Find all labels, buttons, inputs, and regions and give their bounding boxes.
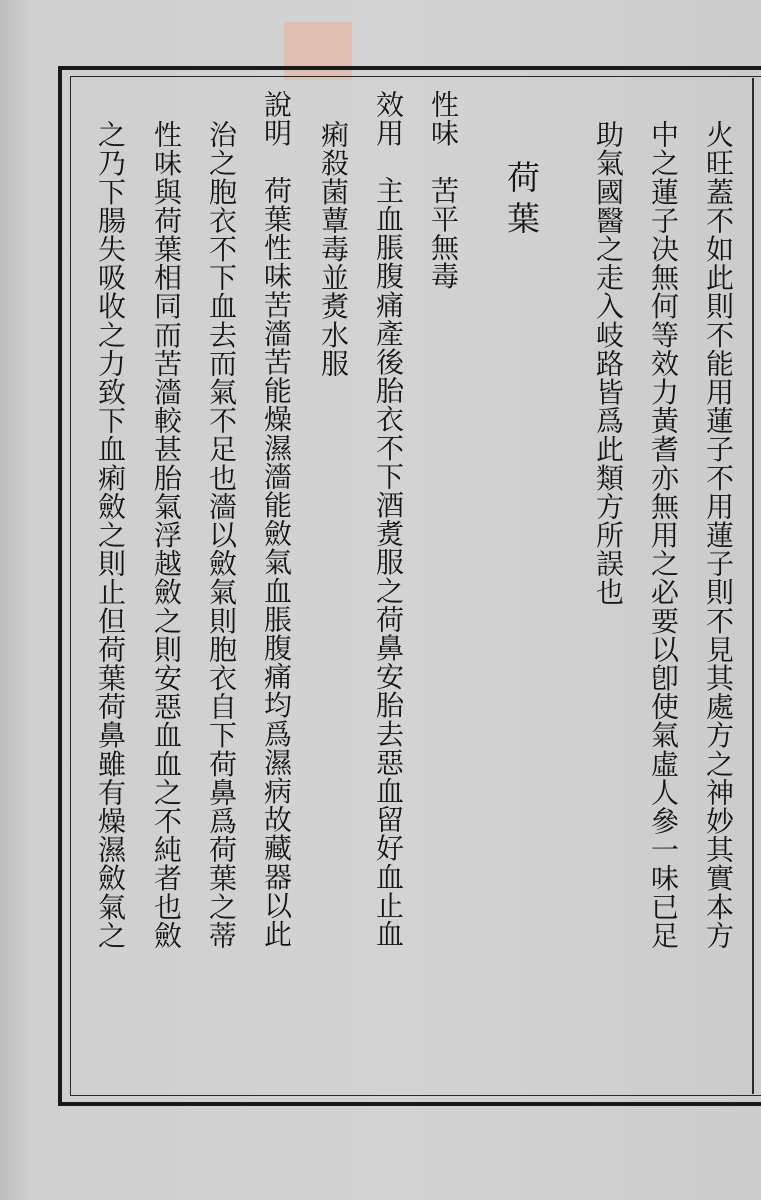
text-column-shuoming: 說明 荷葉性味苦濇苦能燥濕濇能斂氣血脹腹痛均爲濕病故藏器以此 [260, 90, 293, 948]
page-border-right-rule [752, 78, 754, 1094]
text-column-3: 助氣國醫之走入岐路皆爲此類方所誤也 [592, 120, 625, 607]
text-column-8: 痢殺菌蕈毒並煑水服 [317, 120, 350, 378]
entry-title-heye: 荷葉 [502, 160, 541, 242]
text-column-10: 治之胞衣不下血去而氣不足也濇以斂氣則胞衣自下荷鼻爲荷葉之蒂 [205, 120, 238, 950]
text-column-12: 之乃下腸失吸收之力致下血痢斂之則止但荷葉荷鼻雖有燥濕斂氣之 [94, 120, 127, 950]
text-column-xingwei: 性味 苦平無毒 [427, 90, 460, 291]
text-column-2: 中之蓮子决無何等效力黃耆亦無用之必要以卽使氣虛人參一味已足 [647, 120, 680, 950]
text-column-xiaoyong: 效用 主血脹腹痛產後胎衣不下酒煑服之荷鼻安胎去惡血留好血止血 [372, 90, 405, 948]
text-column-11: 性味與荷葉相同而苦濇較甚胎氣浮越斂之則安惡血血之不純者也斂 [150, 120, 183, 950]
text-column-1: 火旺蓋不如此則不能用蓮子不用蓮子則不見其處方之神妙其實本方 [702, 120, 735, 950]
